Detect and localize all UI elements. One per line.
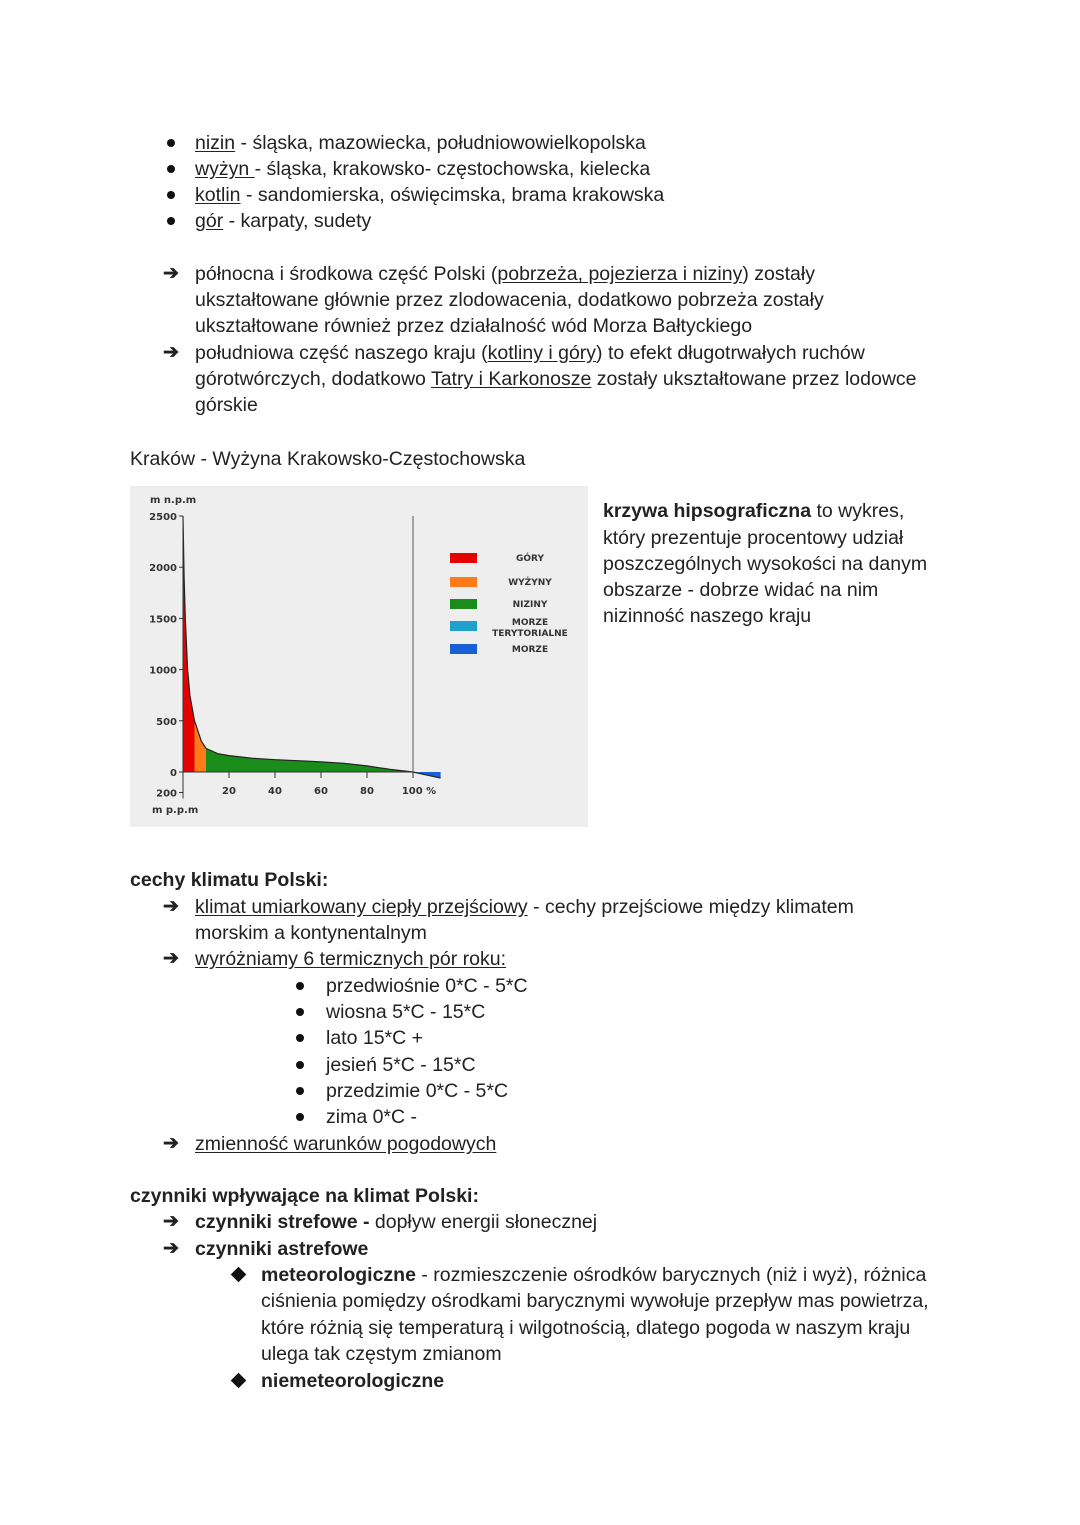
term: meteorologiczne	[261, 1264, 416, 1286]
list-item	[195, 156, 650, 182]
legend-label: MORZE	[511, 645, 549, 655]
legend-label: WYŻYNY	[508, 578, 552, 588]
season-item: przedwiośnie 0*C - 5*C	[326, 975, 528, 997]
text-line	[195, 1209, 597, 1235]
text: dopływ energii słonecznej	[369, 1211, 598, 1233]
x-tick-label: 60	[314, 786, 328, 797]
arrow-right-icon: ➔	[163, 1238, 179, 1259]
text-line: ciśnienia pomiędzy ośrodkami barycznymi wywołuje przepływ mas powietrza,	[261, 1290, 929, 1312]
legend-swatch	[450, 644, 477, 654]
text-line: wyróżniamy 6 termicznych pór roku:	[195, 948, 507, 970]
bullet-icon	[296, 1008, 304, 1016]
term-desc: - sandomierska, oświęcimska, brama krakowska	[240, 184, 665, 206]
legend-label: NIZINY	[512, 600, 548, 610]
legend-swatch	[450, 553, 477, 563]
arrow-right-icon: ➔	[163, 948, 179, 969]
y-tick-label: 2000	[149, 563, 177, 575]
season-item: przedzimie 0*C - 5*C	[326, 1080, 509, 1102]
text-line	[603, 498, 904, 524]
text-line: morskim a kontynentalnym	[195, 922, 427, 944]
legend-label: GÓRY	[516, 554, 544, 564]
legend-swatch	[450, 621, 477, 631]
x-tick-label: 20	[222, 786, 236, 797]
bullet-icon	[296, 1061, 304, 1069]
legend-swatch	[450, 577, 477, 587]
hypsographic-curve	[183, 516, 441, 778]
underlined-text: Tatry i Karkonosze	[430, 368, 592, 390]
text-line	[195, 340, 865, 366]
arrow-right-icon: ➔	[163, 1133, 179, 1154]
y-tick-label: 200	[156, 788, 177, 800]
term: krzywa hipsograficzna	[603, 500, 812, 522]
bullet-icon	[296, 1034, 304, 1042]
text-line: obszarze - dobrze widać na nim	[603, 579, 879, 601]
term-desc: - karpaty, sudety	[223, 210, 372, 232]
section-heading: czynniki wpływające na klimat Polski:	[130, 1185, 479, 1207]
y-tick-label: 1000	[149, 665, 177, 677]
bullet-icon	[296, 982, 304, 990]
term: kotlin	[195, 184, 241, 206]
text-line: poszczególnych wysokości na danym	[603, 553, 928, 575]
section-heading: cechy klimatu Polski:	[130, 869, 329, 891]
text-line: ulega tak częstym zmianom	[261, 1343, 502, 1365]
arrow-right-icon: ➔	[163, 263, 179, 284]
hypsographic-chart	[130, 486, 588, 827]
text: górotwórczych, dodatkowo	[195, 368, 431, 390]
y-tick-label: 2500	[149, 512, 177, 523]
text: zostały ukształtowane przez lodowce	[591, 368, 917, 390]
y-axis-label: m n.p.m	[150, 495, 197, 506]
text: ) zostały	[742, 263, 815, 285]
chart-svg	[130, 486, 588, 827]
underlined-text: klimat umiarkowany ciepły przejściowy	[195, 896, 528, 918]
arrow-right-icon: ➔	[163, 1211, 179, 1232]
chart-caption: Kraków - Wyżyna Krakowsko-Częstochowska	[130, 448, 526, 470]
term-desc: - śląska, mazowiecka, południowowielkopolska	[235, 132, 646, 154]
diamond-bullet-icon	[231, 1373, 247, 1389]
underlined-text: kotliny i góry	[487, 342, 597, 364]
bullet-icon	[296, 1113, 304, 1121]
legend-label: TERYTORIALNE	[492, 629, 568, 639]
text-line: który prezentuje procentowy udział	[603, 527, 904, 549]
term-desc: - śląska, krakowsko- częstochowska, kielecka	[254, 158, 651, 180]
list-item	[195, 208, 371, 234]
text-line	[261, 1262, 926, 1288]
text-line: zmienność warunków pogodowych	[195, 1133, 497, 1155]
legend-swatch	[450, 599, 477, 609]
y-tick-label: 0	[170, 768, 177, 779]
y-axis-label-below: m p.p.m	[152, 805, 199, 816]
text: - rozmieszczenie ośrodków barycznych (niż i wyż), różnica	[415, 1264, 927, 1286]
term: wyżyn	[195, 158, 255, 180]
y-tick-label: 500	[156, 716, 177, 728]
text-line: nizinność naszego kraju	[603, 605, 812, 627]
text-line: ukształtowane głównie przez zlodowacenia, dodatkowo pobrzeża zostały	[195, 289, 824, 311]
text-line	[195, 366, 917, 392]
text-line	[195, 261, 815, 287]
bullet-icon	[167, 139, 175, 147]
arrow-right-icon: ➔	[163, 896, 179, 917]
text-line: ukształtowane również przez działalność wód Morza Bałtyckiego	[195, 315, 753, 337]
text: południowa część naszego kraju (	[195, 342, 488, 364]
bullet-icon	[167, 165, 175, 173]
text: to wykres,	[811, 500, 905, 522]
text-line: górskie	[195, 394, 258, 416]
text-line: niemeteorologiczne	[261, 1370, 445, 1392]
x-tick-label: 40	[268, 786, 282, 797]
bullet-icon	[167, 191, 175, 199]
season-item: jesień 5*C - 15*C	[326, 1054, 476, 1076]
x-tick-label: 100 %	[401, 786, 437, 797]
season-item: lato 15*C +	[326, 1027, 424, 1049]
season-item: zima 0*C -	[326, 1106, 418, 1128]
season-item: wiosna 5*C - 15*C	[326, 1001, 486, 1023]
area-band-0	[183, 516, 195, 772]
text: - cechy przejściowe między klimatem	[527, 896, 854, 918]
arrow-right-icon: ➔	[163, 342, 179, 363]
bullet-icon	[167, 217, 175, 225]
term: gór	[195, 210, 224, 232]
bullet-icon	[296, 1087, 304, 1095]
legend-label: MORZE	[511, 618, 549, 628]
x-tick-label: 80	[360, 786, 374, 797]
text-line: które różnią się temperaturą i wilgotnością, dlatego pogoda w naszym kraju	[261, 1317, 911, 1339]
list-item	[195, 130, 646, 156]
text-line	[195, 894, 854, 920]
text: ) to efekt długotrwałych ruchów	[596, 342, 865, 364]
y-tick-label: 1500	[149, 614, 177, 626]
text: północna i środkowa część Polski (	[195, 263, 498, 285]
list-item	[195, 182, 664, 208]
term: nizin	[195, 132, 236, 154]
diamond-bullet-icon	[231, 1267, 247, 1283]
text-line: czynniki astrefowe	[195, 1238, 369, 1260]
term: czynniki strefowe -	[195, 1211, 370, 1233]
underlined-text: pobrzeża, pojezierza i niziny	[497, 263, 743, 285]
